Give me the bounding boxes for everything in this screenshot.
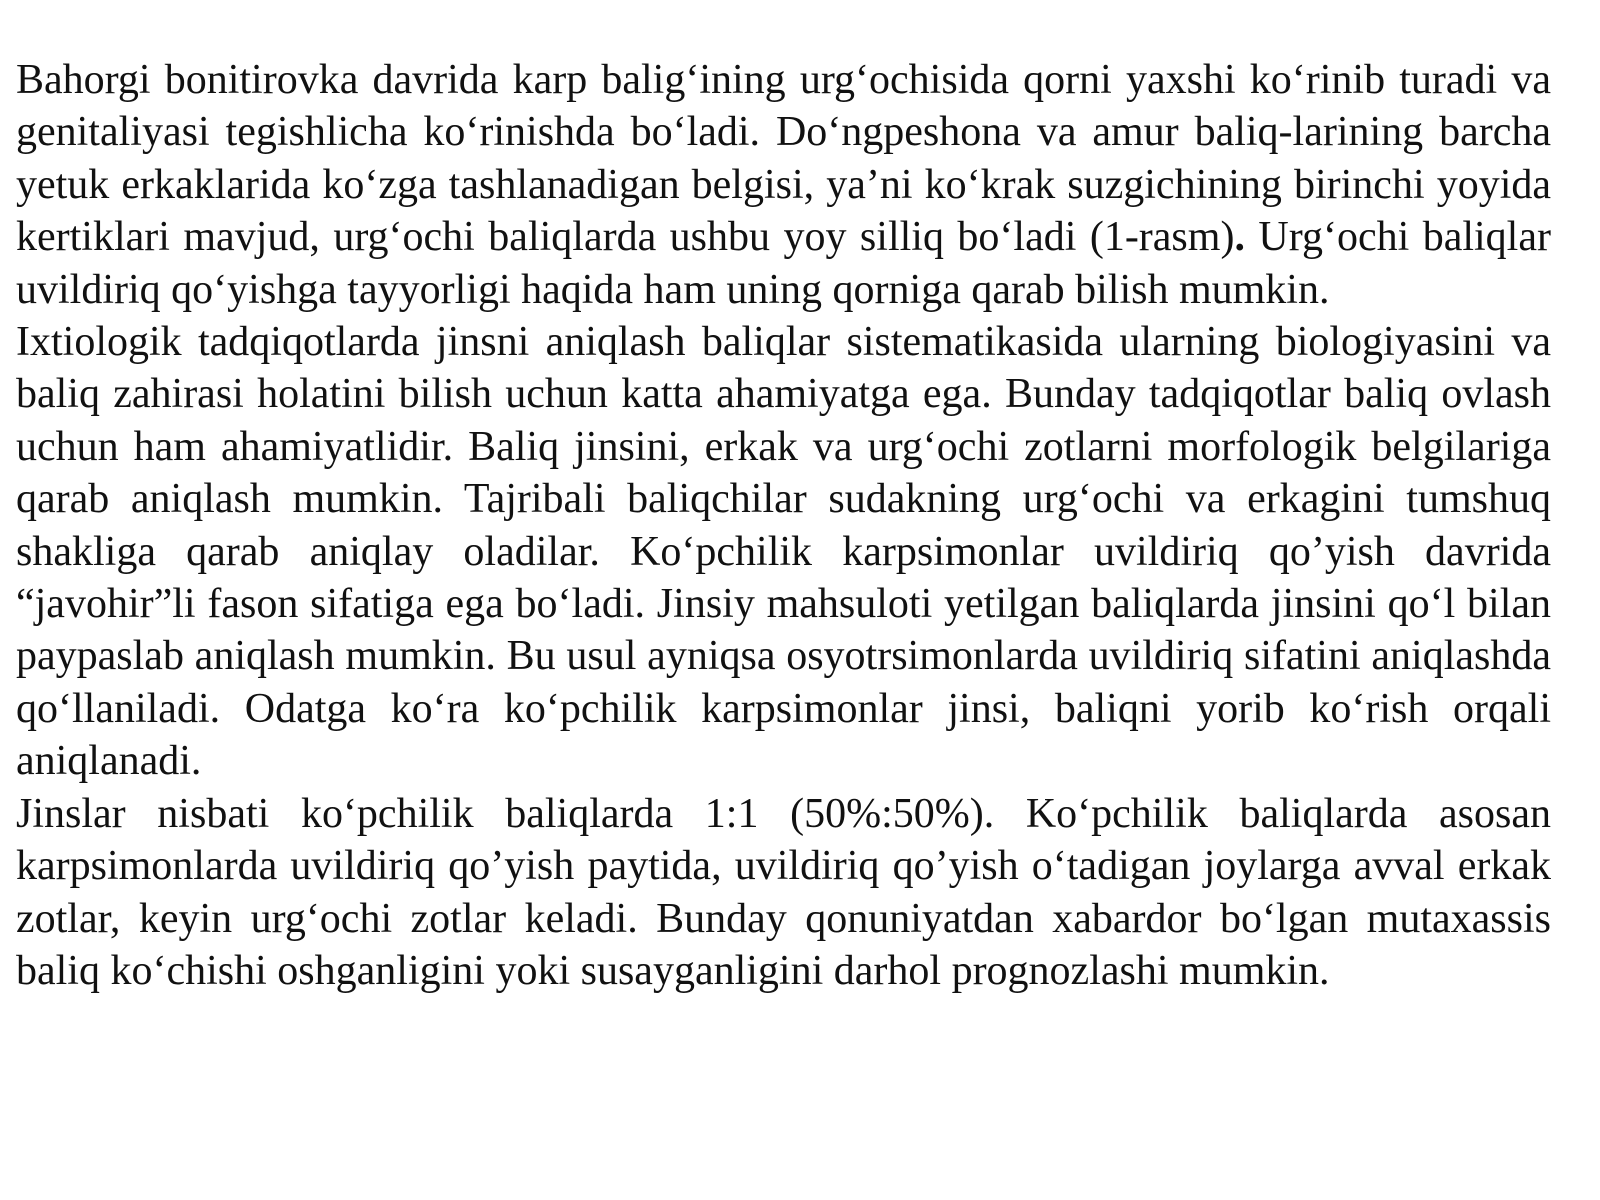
paragraph-1-bold-period: . [1234, 214, 1245, 261]
document-body [16, 54, 1551, 997]
paragraph-1 [16, 54, 1551, 316]
paragraph-2: Ixtiologik tadqiqotlarda jinsni aniqlash baliqlar sistematikasida ularning biologiyasini va baliq zahirasi holatini bilish uchun katta ahamiyatga ega. Bunday tadqiqotlar baliq ovlash uchun ham ahamiyatlidir. Baliq jinsini, erkak va urg‘ochi zotlarni morfologik belgilariga qarab aniqlash mumkin. Tajribali baliqchilar sudakning urg‘ochi va erkagini tumshuq shakliga qarab aniqlay oladilar. Ko‘pchilik karpsimonlar uvildiriq qo’yish davrida “javohir”li fason sifatiga ega bo‘ladi. Jinsiy mahsuloti yetilgan baliqlarda jinsini qo‘l bilan paypaslab aniqlash mumkin. Bu usul ayniqsa osyotrsimonlarda uvildiriq sifatini aniqlashda qo‘llaniladi. Odatga ko‘ra ko‘pchilik karpsimonlar jinsi, baliqni yorib ko‘rish orqali aniqlanadi. [16, 319, 1551, 785]
paragraph-1-continuation: Urg‘ochi baliqlar uvildiriq qo‘yishga tayyorligi haqida ham uning qorniga qarab bilish mumkin. [16, 214, 1551, 313]
paragraph-1-text: Bahorgi bonitirovka davrida karp balig‘ining urg‘ochisida qorni yaxshi ko‘rinib turadi va genitaliyasi tegishlicha ko‘rinishda bo‘ladi. Do‘ngpeshona va amur baliq-larining barcha yetuk erkaklarida ko‘zga tashlanadigan belgisi, ya’ni ko‘krak suzgichining birinchi yoyida kertiklari mavjud, urg‘ochi baliqlarda ushbu yoy silliq bo‘ladi (1-rasm) [16, 57, 1551, 261]
paragraph-3: Jinslar nisbati ko‘pchilik baliqlarda 1:1 (50%:50%). Ko‘pchilik baliqlarda asosan karpsimonlarda uvildiriq qo’yish paytida, uvildiriq qo’yish o‘tadigan joylarga avval erkak zotlar, keyin urg‘ochi zotlar keladi. Bunday qonuniyatdan xabardor bo‘lgan mutaxassis baliq ko‘chishi oshganligini yoki susayganligini darhol prognozlashi mumkin. [16, 790, 1551, 994]
